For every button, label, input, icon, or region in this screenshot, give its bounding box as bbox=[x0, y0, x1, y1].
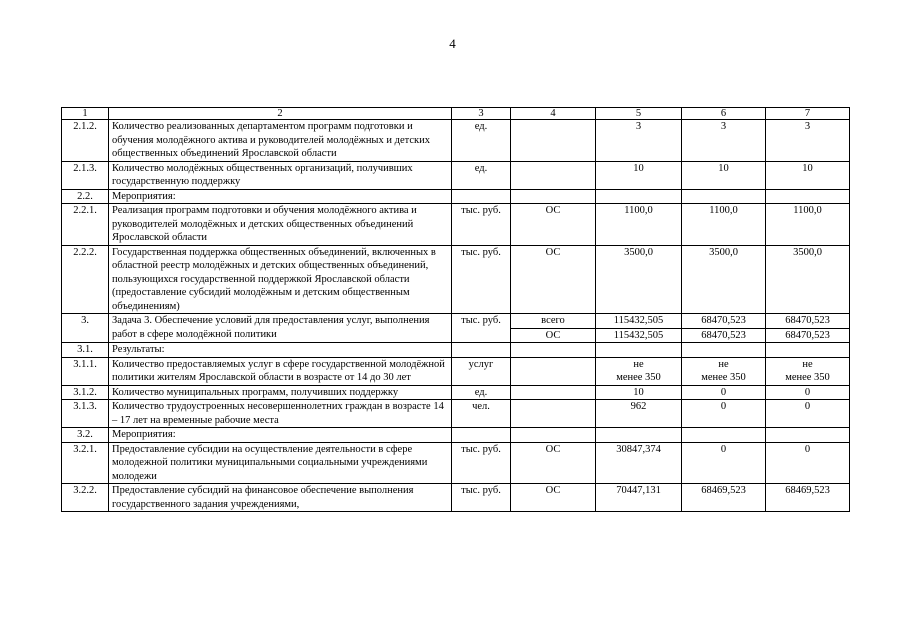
row-unit bbox=[452, 189, 511, 204]
row-value-col5: 3 bbox=[596, 120, 682, 162]
row-description: Мероприятия: bbox=[109, 428, 452, 443]
table-row bbox=[62, 120, 850, 162]
row-value-col5: 115432,505 bbox=[596, 328, 682, 343]
row-value-col7: 3 bbox=[766, 120, 850, 162]
header-cell: 3 bbox=[452, 108, 511, 120]
table-row bbox=[62, 442, 850, 484]
row-value-col5 bbox=[596, 189, 682, 204]
row-value-col6: 0 bbox=[682, 385, 766, 400]
row-funding-source bbox=[511, 357, 596, 385]
header-cell: 1 bbox=[62, 108, 109, 120]
row-description: Количество муниципальных программ, получивших поддержку bbox=[109, 385, 452, 400]
row-funding-source: ОС bbox=[511, 245, 596, 314]
header-cell: 6 bbox=[682, 108, 766, 120]
row-description: Количество предоставляемых услуг в сфере государственной молодёжной политики жителям Ярославской области в возрасте от 14 до 30 лет bbox=[109, 357, 452, 385]
row-value-col6 bbox=[682, 428, 766, 443]
row-funding-source: ОС bbox=[511, 328, 596, 343]
row-value-col6 bbox=[682, 343, 766, 358]
row-description: Задача 3. Обеспечение условий для предоставления услуг, выполнения работ в сфере молодёжной политики bbox=[109, 314, 452, 343]
row-number: 3.1.1. bbox=[62, 357, 109, 385]
row-value-col5 bbox=[596, 428, 682, 443]
row-funding-source: ОС bbox=[511, 442, 596, 484]
row-number: 2.2. bbox=[62, 189, 109, 204]
row-description: Количество трудоустроенных несовершеннолетних граждан в возрасте 14 – 17 лет на временные рабочие места bbox=[109, 400, 452, 428]
row-value-col6: 3 bbox=[682, 120, 766, 162]
row-unit bbox=[452, 428, 511, 443]
row-funding-source bbox=[511, 189, 596, 204]
table-row bbox=[62, 204, 850, 246]
row-value-col7: 0 bbox=[766, 400, 850, 428]
row-funding-source: всего bbox=[511, 314, 596, 329]
page-number: 4 bbox=[449, 36, 456, 51]
row-value-col7: 0 bbox=[766, 442, 850, 484]
header-cell: 5 bbox=[596, 108, 682, 120]
row-number: 2.2.1. bbox=[62, 204, 109, 246]
row-value-col7: не менее 350 bbox=[766, 357, 850, 385]
table-row bbox=[62, 161, 850, 189]
row-funding-source: ОС bbox=[511, 204, 596, 246]
row-value-col6: 10 bbox=[682, 161, 766, 189]
row-value-col7 bbox=[766, 189, 850, 204]
row-value-col7 bbox=[766, 428, 850, 443]
row-value-col6: 1100,0 bbox=[682, 204, 766, 246]
row-description: Мероприятия: bbox=[109, 189, 452, 204]
row-value-col6: 68470,523 bbox=[682, 328, 766, 343]
table-row bbox=[62, 343, 850, 358]
header-cell: 4 bbox=[511, 108, 596, 120]
row-value-col6: 0 bbox=[682, 400, 766, 428]
row-funding-source bbox=[511, 400, 596, 428]
row-number: 2.1.2. bbox=[62, 120, 109, 162]
row-unit: тыс. руб. bbox=[452, 442, 511, 484]
row-funding-source bbox=[511, 385, 596, 400]
row-value-col5: 115432,505 bbox=[596, 314, 682, 329]
row-unit: тыс. руб. bbox=[452, 245, 511, 314]
row-description: Количество молодёжных общественных организаций, получивших государственную поддержку bbox=[109, 161, 452, 189]
table-row bbox=[62, 189, 850, 204]
row-value-col7: 3500,0 bbox=[766, 245, 850, 314]
row-description: Государственная поддержка общественных объединений, включенных в областной реестр молодёжных и детских общественных объединений, пользующихся государственной поддержкой Ярославской области (предоставление субсидий молодёжным и детским общественным объединениям) bbox=[109, 245, 452, 314]
row-funding-source bbox=[511, 120, 596, 162]
row-value-col6: 68470,523 bbox=[682, 314, 766, 329]
row-number: 3.1. bbox=[62, 343, 109, 358]
row-value-col5: 10 bbox=[596, 161, 682, 189]
row-value-col7: 0 bbox=[766, 385, 850, 400]
row-number: 3.1.2. bbox=[62, 385, 109, 400]
header-cell: 2 bbox=[109, 108, 452, 120]
row-funding-source bbox=[511, 428, 596, 443]
row-unit: тыс. руб. bbox=[452, 314, 511, 343]
row-unit bbox=[452, 343, 511, 358]
row-value-col6: 68469,523 bbox=[682, 484, 766, 512]
table-row bbox=[62, 357, 850, 385]
row-unit: ед. bbox=[452, 385, 511, 400]
row-value-col6: не менее 350 bbox=[682, 357, 766, 385]
row-value-col5: 10 bbox=[596, 385, 682, 400]
row-funding-source: ОС bbox=[511, 484, 596, 512]
row-value-col5 bbox=[596, 343, 682, 358]
row-description: Предоставление субсидии на осуществление деятельности в сфере молодежной политики муниципальными социальными учреждениями молодежи bbox=[109, 442, 452, 484]
row-unit: ед. bbox=[452, 161, 511, 189]
row-description: Количество реализованных департаментом программ подготовки и обучения молодёжного актива и руководителей молодёжных и детских общественных объединений Ярославской области bbox=[109, 120, 452, 162]
row-value-col7 bbox=[766, 343, 850, 358]
row-value-col7: 68470,523 bbox=[766, 314, 850, 329]
row-value-col5: не менее 350 bbox=[596, 357, 682, 385]
row-number: 3. bbox=[62, 314, 109, 343]
row-value-col6: 0 bbox=[682, 442, 766, 484]
row-number: 3.2.1. bbox=[62, 442, 109, 484]
table-header-row bbox=[62, 108, 850, 120]
row-value-col7: 1100,0 bbox=[766, 204, 850, 246]
row-number: 3.2.2. bbox=[62, 484, 109, 512]
table-row bbox=[62, 400, 850, 428]
row-value-col5: 1100,0 bbox=[596, 204, 682, 246]
table-row bbox=[62, 484, 850, 512]
row-value-col5: 30847,374 bbox=[596, 442, 682, 484]
row-value-col7: 68470,523 bbox=[766, 328, 850, 343]
header-cell: 7 bbox=[766, 108, 850, 120]
row-value-col5: 962 bbox=[596, 400, 682, 428]
indicators-table bbox=[61, 107, 850, 512]
row-value-col7: 10 bbox=[766, 161, 850, 189]
row-description: Результаты: bbox=[109, 343, 452, 358]
row-unit: тыс. руб. bbox=[452, 204, 511, 246]
row-description: Предоставление субсидий на финансовое обеспечение выполнения государственного задания учреждениями, bbox=[109, 484, 452, 512]
row-unit: чел. bbox=[452, 400, 511, 428]
row-value-col5: 3500,0 bbox=[596, 245, 682, 314]
row-description: Реализация программ подготовки и обучения молодёжного актива и руководителей молодёжных и детских общественных объединений Ярославской области bbox=[109, 204, 452, 246]
table-row bbox=[62, 428, 850, 443]
row-funding-source bbox=[511, 343, 596, 358]
row-number: 2.2.2. bbox=[62, 245, 109, 314]
row-unit: ед. bbox=[452, 120, 511, 162]
table-row bbox=[62, 245, 850, 314]
table-row bbox=[62, 385, 850, 400]
table-row bbox=[62, 314, 850, 329]
row-value-col7: 68469,523 bbox=[766, 484, 850, 512]
row-unit: услуг bbox=[452, 357, 511, 385]
row-number: 3.1.3. bbox=[62, 400, 109, 428]
row-number: 3.2. bbox=[62, 428, 109, 443]
row-value-col5: 70447,131 bbox=[596, 484, 682, 512]
row-number: 2.1.3. bbox=[62, 161, 109, 189]
row-unit: тыс. руб. bbox=[452, 484, 511, 512]
row-funding-source bbox=[511, 161, 596, 189]
row-value-col6: 3500,0 bbox=[682, 245, 766, 314]
row-value-col6 bbox=[682, 189, 766, 204]
